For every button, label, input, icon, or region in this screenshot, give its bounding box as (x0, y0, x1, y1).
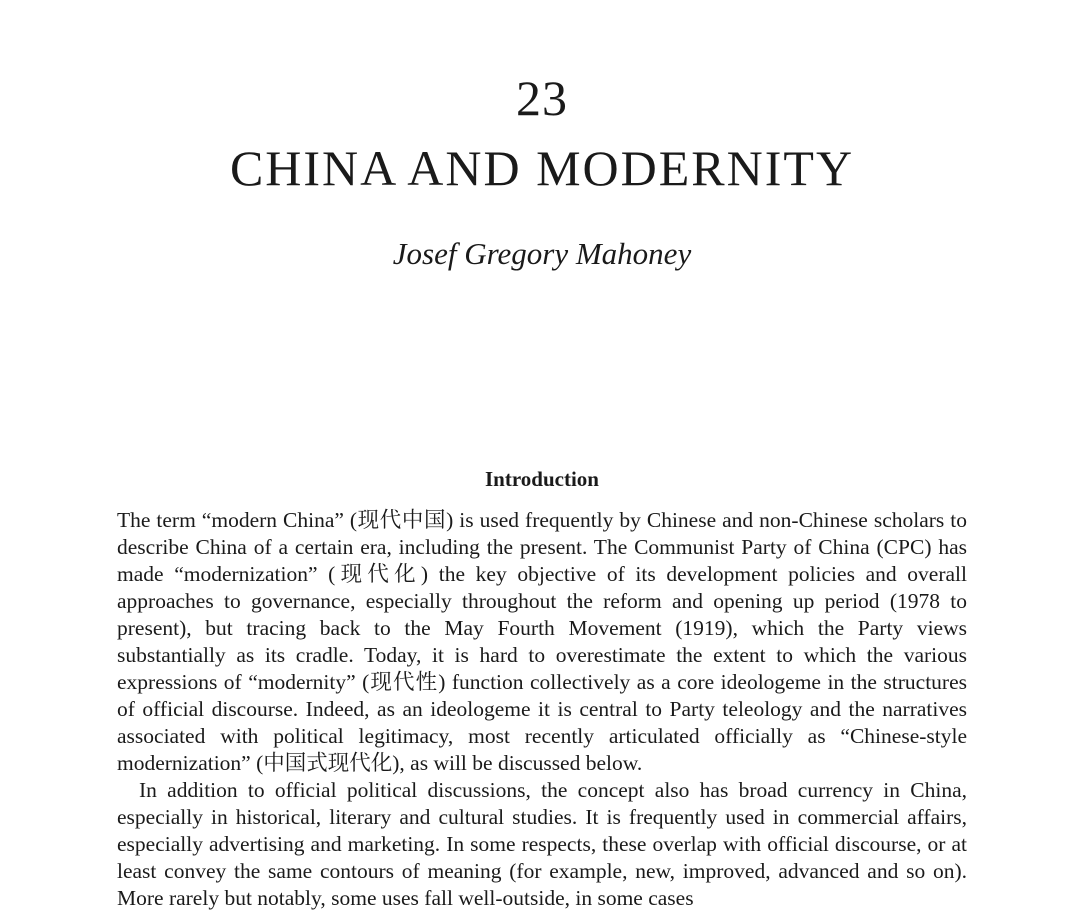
paragraph: The term “modern China” (现代中国) is used frequently by Chinese and non-Chinese scholars to describe China of a certain era, including the present. The Communist Party of China (CPC) has made “modernization” (现代化) the key objective of its development policies and overall approaches to governance, especially throughout the reform and opening up period (1978 to present), but tracing back to the May Fourth Movement (1919), which the Party views substantially as its cradle. Today, it is hard to overestimate the extent to which the various expressions of “modernity” (现代性) function collectively as a core ideologeme in the structures of official discourse. Indeed, as an ideologeme it is central to Party teleology and the narratives associated with political legitimacy, most recently articulated officially as “Chinese-style modernization” (中国式现代化), as will be discussed below. (117, 508, 967, 775)
section-heading: Introduction (485, 467, 599, 491)
author-name: Josef Gregory Mahoney (392, 236, 692, 271)
body-text (117, 507, 967, 912)
chapter-number: 23 (516, 70, 568, 126)
chapter-title: CHINA AND MODERNITY (229, 140, 855, 196)
paragraph: In addition to official political discussions, the concept also has broad currency in China, especially in historical, literary and cultural studies. It is frequently used in commercial affairs, especially advertising and marketing. In some respects, these overlap with official discourse, or at least convey the same contours of meaning (for example, new, improved, advanced and so on). More rarely but notably, some uses fall well-outside, in some cases (117, 778, 967, 910)
